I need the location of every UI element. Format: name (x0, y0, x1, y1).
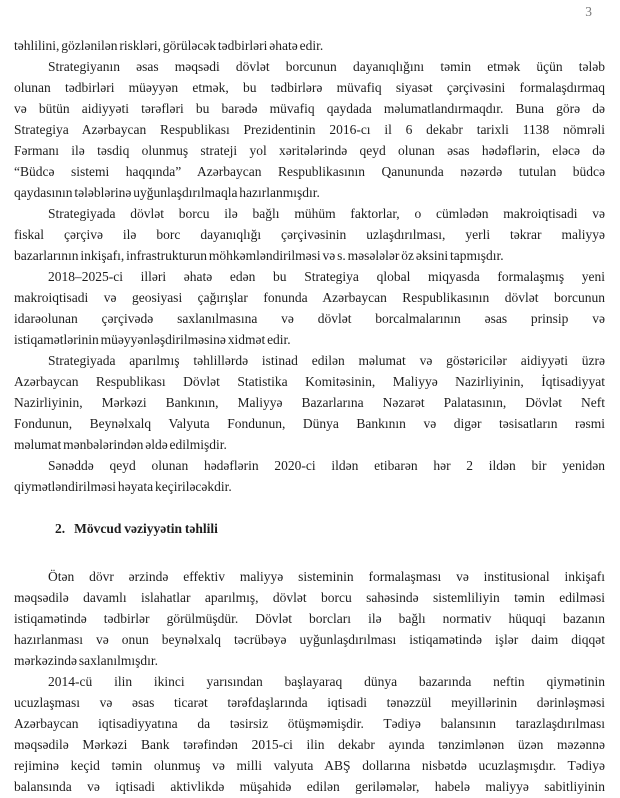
paragraph (14, 35, 605, 56)
text-line: “Büdcə sistemi haqqında” Azərbaycan Respublikasının Qanununda nəzərdə tutulan büdcə (14, 164, 605, 179)
document-body (14, 35, 605, 797)
text-line: qaydasının tələblərinə uyğunlaşdırılmaqla hazırlanmışdır. (14, 185, 320, 200)
text-line: Strategiyada aparılmış təhlillərdə istinad edilən məlumat və göstəricilər aidiyyəti üzrə (48, 353, 605, 368)
text-line: Sənəddə qeyd olunan hədəflərin 2020-ci ildən etibarən hər 2 ildən bir yenidən (48, 458, 605, 473)
section-number: 2. (55, 521, 66, 536)
paragraph (14, 455, 605, 497)
paragraph (14, 350, 605, 455)
text-line: olunan tədbirləri müəyyən etmək, bu tədbirlərə müvafiq siyasət çərçivəsini formalaşdırmaq (14, 80, 605, 95)
text-line: ucuzlaşması və əsas ticarət tərəfdaşlarında iqtisadi tənəzzül meyillərinin dərinləşməsi (14, 695, 605, 710)
text-line: qiymətləndirilməsi həyata keçiriləcəkdir. (14, 479, 232, 494)
section-title: Mövcud vəziyyətin təhlili (74, 521, 218, 536)
paragraph (14, 56, 605, 203)
text-line: makroiqtisadi və geosiyasi çağırışlar fonunda Azərbaycan Respublikasının dövlət borcunun (14, 290, 605, 305)
text-line: Strategiyada dövlət borcu ilə bağlı mühüm faktorlar, o cümlədən makroiqtisadi və (48, 206, 605, 221)
text-line: fiskal çərçivə ilə borc dayanıqlığı çərçivəsinin uzlaşdırılması, yerli təkrar maliyyə (14, 227, 605, 242)
text-line: istiqamətlərinin müəyyənləşdirilməsinə xidmət edir. (14, 332, 291, 347)
paragraph (14, 266, 605, 350)
text-line: Fərmanı ilə təsdiq olunmuş strateji yol xəritələrində qeyd olunan əsas hədəflərin, eləcə də (14, 143, 605, 158)
text-line: 2018–2025-ci illəri əhatə edən bu Strategiya qlobal miqyasda formalaşmış yeni (48, 269, 605, 284)
page-number: 3 (585, 4, 592, 19)
text-line: Fondunun, Beynəlxalq Valyuta Fondunun, Dünya Bankının və digər təsisatların rəsmi (14, 416, 605, 431)
text-line: və bütün aidiyyəti tərəfləri bu barədə müvafiq qaydada məlumatlandırmaqdır. Buna görə də (14, 101, 605, 116)
text-line: Nazirliyinin, Mərkəzi Bankının, Maliyyə Bazarlarına Nəzarət Palatasının, Dövlət Neft (14, 395, 605, 410)
section-heading (14, 518, 605, 539)
paragraph (14, 566, 605, 671)
text-line: Strategiyanın əsas məqsədi dövlət borcunun dayanıqlığını təmin etmək üçün tələb (48, 59, 605, 74)
text-line: Ötən dövr ərzində effektiv maliyyə sisteminin formalaşması və institusional inkişafı (48, 569, 605, 584)
text-line: təhlilini, gözlənilən riskləri, görüləcək tədbirləri əhatə edir. (14, 38, 324, 53)
paragraph (14, 203, 605, 266)
text-line: Strategiya Azərbaycan Respublikası Prezidentinin 2016-cı il 6 dekabr tarixli 1138 nömrəli (14, 122, 605, 137)
text-line: Azərbaycan Respublikası Dövlət Statistika Komitəsinin, Maliyyə Nazirliyinin, İqtisadiyyat (14, 374, 605, 389)
text-line: məqsədilə davamlı islahatlar aparılmış, dövlət borcu sahəsində sistemliliyin təmin edilməsi (14, 590, 605, 605)
text-line: məqsədilə Mərkəzi Bank tərəfindən 2015-ci ilin dekabr ayında tənzimlənən üzən məzənnə (14, 737, 605, 752)
text-line: bazarlarının inkişafı, infrastrukturun möhkəmləndirilməsi və s. məsələlər öz əksini tapmışdır. (14, 248, 504, 263)
text-line: istiqamətində tədbirlər görülmüşdür. Dövlət borcları ilə bağlı normativ hüquqi bazanın (14, 611, 605, 626)
text-line: idarəolunan çərçivədə saxlanılmasına və dövlət borcalmalarının əsas prinsip və (14, 311, 605, 326)
text-line: Azərbaycan iqtisadiyyatına da təsirsiz ötüşməmişdir. Tədiyə balansının tarazlaşdırılması (14, 716, 605, 731)
paragraph (14, 671, 605, 797)
text-line: hazırlanması və onun beynəlxalq təcrübəyə uyğunlaşdırılması istiqamətində işlər daim diqqət (14, 632, 605, 647)
text-line: mərkəzində saxlanılmışdır. (14, 653, 158, 668)
text-line: balansında və iqtisadi aktivlikdə müşahidə edilən geriləmələr, habelə maliyyə sabitliyinin (14, 779, 605, 794)
text-line: məlumat mənbələrindən əldə edilmişdir. (14, 437, 227, 452)
text-line: 2014-cü ilin ikinci yarısından başlayaraq dünya bazarında neftin qiymətinin (48, 674, 605, 689)
text-line: rejiminə keçid təmin olunmuş və milli valyuta ABŞ dollarına nisbətdə ucuzlaşmışdır. Tədiyə (14, 758, 605, 773)
